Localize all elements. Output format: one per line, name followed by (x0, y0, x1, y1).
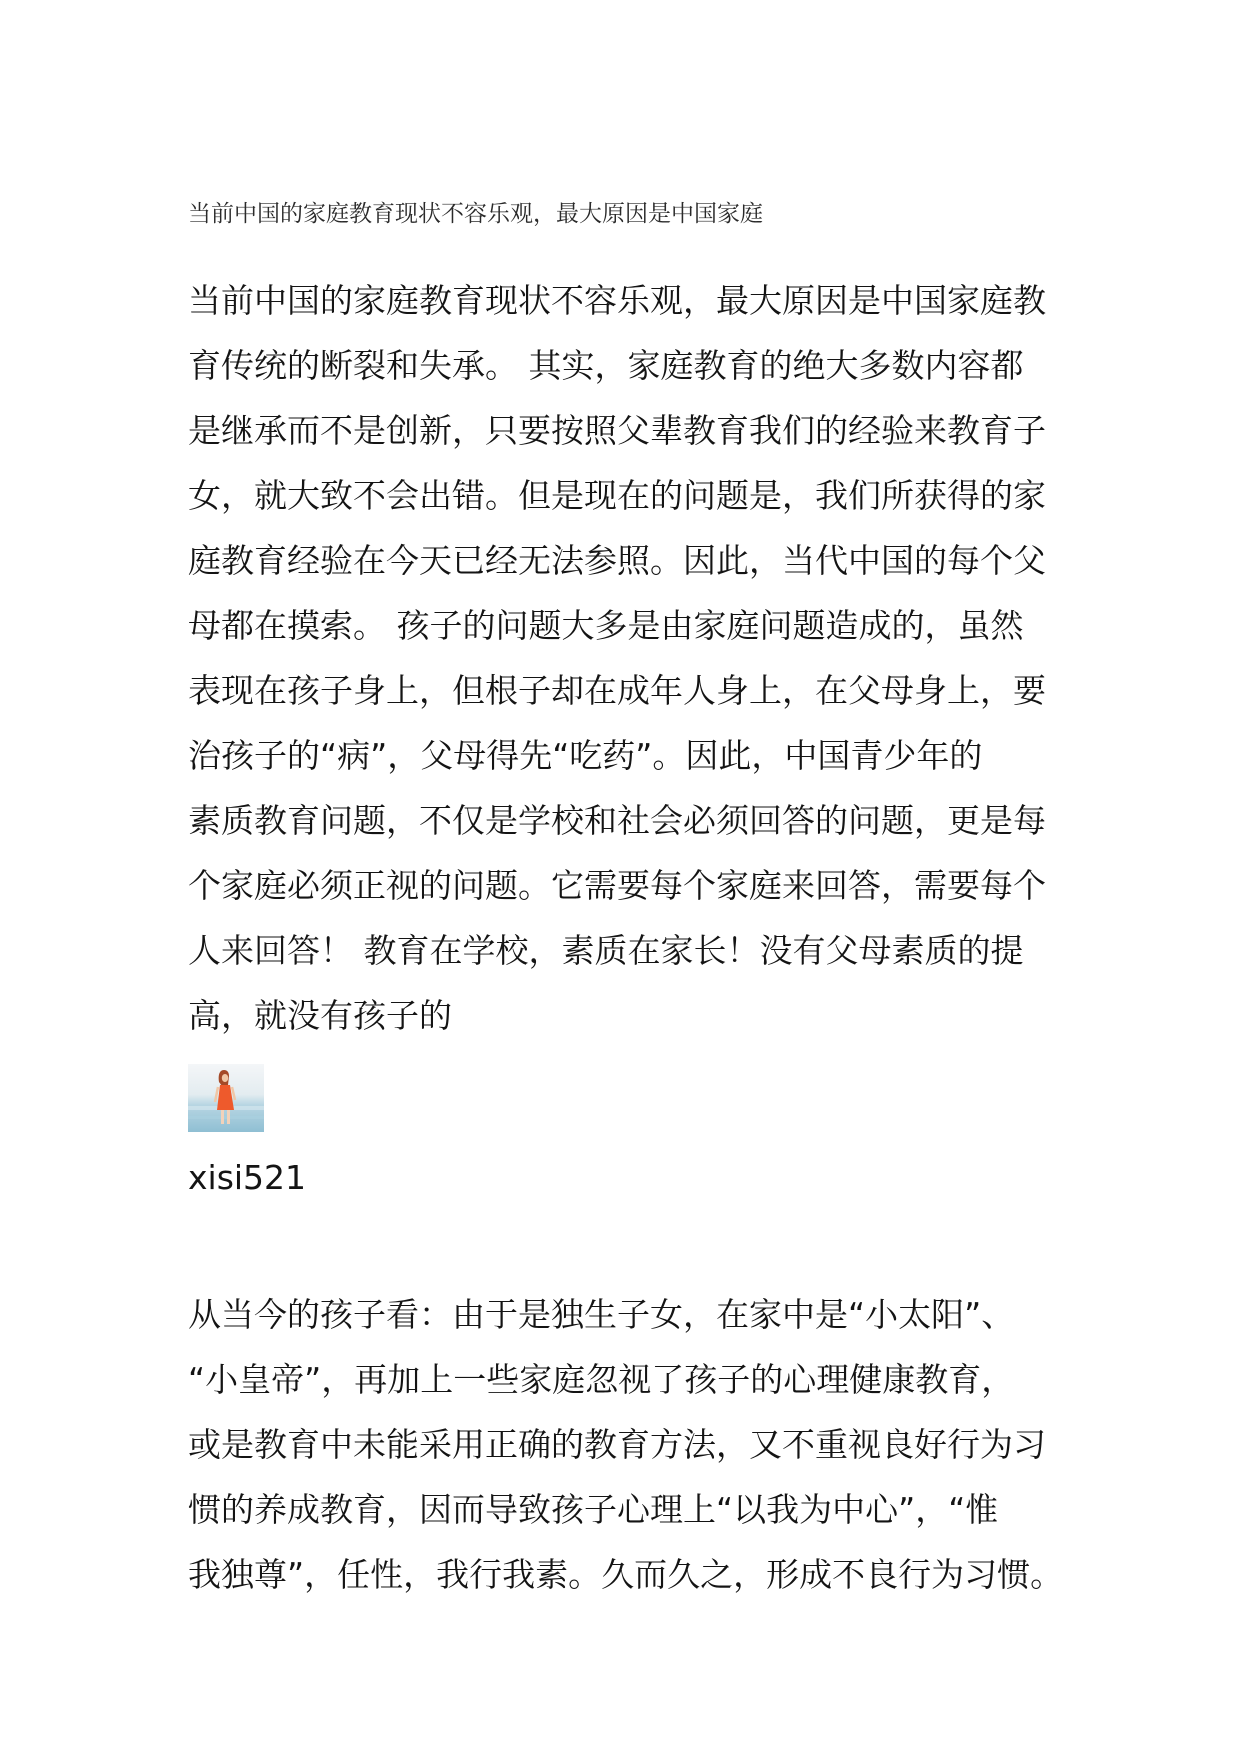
paragraph-line: 庭教育经验在今天已经无法参照。因此，当代中国的每个父 (188, 541, 1046, 580)
paragraph-line: 育传统的断裂和失承。 其实，家庭教育的绝大多数内容都 (188, 346, 1024, 385)
author-username[interactable]: xisi521 (188, 1158, 307, 1197)
paragraph-line: 惯的养成教育，因而导致孩子心理上“以我为中心”，“惟 (188, 1490, 999, 1529)
paragraph-line: 母都在摸索。 孩子的问题大多是由家庭问题造成的，虽然 (188, 606, 1024, 645)
paragraph-line: 表现在孩子身上，但根子却在成年人身上，在父母身上，要 (188, 671, 1046, 710)
paragraph-2 (188, 1282, 1070, 1607)
paragraph-line: 是继承而不是创新，只要按照父辈教育我们的经验来教育子 (188, 411, 1046, 450)
avatar[interactable] (188, 1064, 264, 1132)
paragraph-line: 当前中国的家庭教育现状不容乐观，最大原因是中国家庭教 (188, 281, 1046, 320)
paragraph-1 (188, 268, 1070, 1048)
paragraph-line: 高，就没有孩子的 (188, 996, 452, 1035)
paragraph-line: 或是教育中未能采用正确的教育方法，又不重视良好行为习 (188, 1425, 1046, 1464)
paragraph-line: 女，就大致不会出错。但是现在的问题是，我们所获得的家 (188, 476, 1046, 515)
paragraph-line: 我独尊”，任性，我行我素。久而久之，形成不良行为习惯。 (188, 1555, 1064, 1594)
paragraph-line: 治孩子的“病”，父母得先“吃药”。因此，中国青少年的 (188, 736, 983, 775)
paragraph-line: 个家庭必须正视的问题。它需要每个家庭来回答，需要每个 (188, 866, 1046, 905)
document-title: 当前中国的家庭教育现状不容乐观，最大原因是中国家庭 (188, 201, 763, 227)
paragraph-line: 从当今的孩子看：由于是独生子女，在家中是“小太阳”、 (188, 1295, 1015, 1334)
paragraph-line: 素质教育问题，不仅是学校和社会必须回答的问题，更是每 (188, 801, 1046, 840)
paragraph-line: “小皇帝”，再加上一些家庭忽视了孩子的心理健康教育， (188, 1360, 1015, 1399)
avatar-image (188, 1064, 264, 1132)
paragraph-line: 人来回答！ 教育在学校，素质在家长！没有父母素质的提 (188, 931, 1024, 970)
